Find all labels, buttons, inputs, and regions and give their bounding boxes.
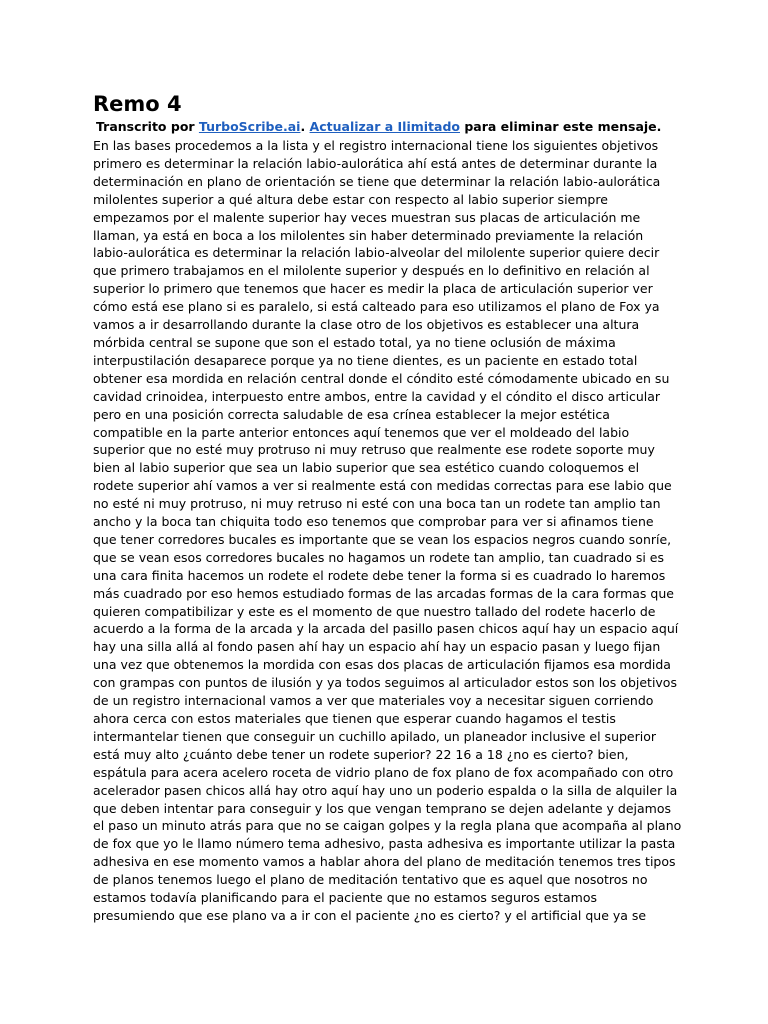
- notice-suffix: para eliminar este mensaje.: [460, 119, 662, 134]
- body-line: mórbida central se supone que son el estado total, ya no tiene oclusión de máxima: [93, 334, 616, 350]
- body-line: no esté ni muy protruso, ni muy retruso ni esté con una boca tan un rodete tan amplio tan: [93, 496, 661, 512]
- body-line: estamos todavía planificando para el paciente que no estamos seguros estamos: [93, 890, 597, 906]
- body-line: que primero trabajamos en el milolente superior y después en lo definitivo en relación al: [93, 263, 650, 279]
- body-line: con grampas con puntos de ilusión y ya todos seguimos al articulador estos son los objetivos: [93, 675, 677, 691]
- document-title: Remo 4: [93, 92, 182, 116]
- body-line: bien al labio superior que sea un labio superior que sea estético cuando coloquemos el: [93, 460, 640, 476]
- body-line: presumiendo que ese plano va a ir con el paciente ¿no es cierto? y el artificial que ya se: [93, 907, 647, 923]
- body-line: empezamos por el malente superior hay veces muestran sus placas de articulación me: [93, 209, 641, 225]
- body-line: compatible en la parte anterior entonces aquí tenemos que ver el moldeado del labio: [93, 424, 630, 440]
- body-line: primero es determinar la relación labio-aulorática ahí está antes de determinar durante la: [93, 155, 658, 171]
- notice-prefix: Transcrito por: [96, 119, 199, 134]
- body-line: hay una silla allá al fondo pasen ahí hay un espacio ahí hay un espacio pasan y luego fijan: [93, 639, 661, 655]
- body-line: de planos tenemos luego el plano de meditación tentativo que es aquel que nosotros no: [93, 872, 648, 888]
- body-line: En las bases procedemos a la lista y el registro internacional tiene los siguientes objetivos: [93, 138, 659, 153]
- body-line: espátula para acera acelero roceta de vidrio plano de fox plano de fox acompañado con otro: [93, 764, 674, 780]
- body-line: que deben intentar para conseguir y los que vengan temprano se dejen adelante y dejamos: [93, 800, 671, 816]
- body-line: una cara finita hacemos un rodete el rodete debe tener la forma si es cuadrado lo haremos: [93, 567, 666, 583]
- body-line: milolentes superior a qué altura debe estar con respecto al labio superior siempre: [93, 191, 608, 207]
- body-line: obtener esa mordida en relación central donde el cóndito esté cómodamente ubicado en su: [93, 370, 670, 386]
- body-line: acelerador pasen chicos allá hay otro aquí hay uno un poderio espalda o la silla de alquiler la: [93, 782, 678, 798]
- body-line: más cuadrado por eso hemos estudiado formas de las arcadas formas de la cara formas que: [93, 585, 674, 601]
- upgrade-unlimited-link[interactable]: Actualizar a Ilimitado: [309, 119, 460, 134]
- body-line: una vez que obtenemos la mordida con esas dos placas de articulación fijamos esa mordida: [93, 657, 671, 673]
- turboscribe-link[interactable]: TurboScribe.ai: [198, 119, 301, 134]
- body-line: acuerdo a la forma de la arcada y la arcada del pasillo pasen chicos aquí hay un espacio aquí: [93, 621, 679, 637]
- body-line: el paso un minuto atrás para que no se caigan golpes y la regla plana que acompaña al plano: [93, 818, 682, 834]
- body-line: está muy alto ¿cuánto debe tener un rodete superior? 22 16 a 18 ¿no es cierto? bien,: [93, 746, 629, 762]
- transcription-notice: [96, 118, 661, 136]
- transcript-body: [93, 137, 683, 925]
- body-line: pero en una posición correcta saludable de esa crínea establecer la mejor estética: [93, 406, 610, 422]
- body-line: determinación en plano de orientación se tiene que determinar la relación labio-aulorática: [93, 173, 661, 189]
- body-line: interpustilación desaparece porque ya no tiene dientes, es un paciente en estado total: [93, 352, 638, 368]
- body-line: labio-aulorática es determinar la relación labio-alveolar del milolente superior quiere decir: [93, 245, 660, 261]
- body-line: ancho y la boca tan chiquita todo eso tenemos que comprobar para ver si afinamos tiene: [93, 514, 654, 530]
- body-line: de fox que yo le llamo número tema adhesivo, pasta adhesiva es importante utilizar la pasta: [93, 836, 676, 852]
- body-line: ahora cerca con estos materiales que tienen que esperar cuando hagamos el testis: [93, 711, 616, 726]
- body-line: superior que no esté muy protruso ni muy retruso que realmente ese rodete soporte muy: [93, 442, 655, 458]
- body-line: quieren compatibilizar y este es el momento de que nuestro tallado del rodete hacerlo de: [93, 603, 656, 619]
- body-line: llaman, ya está en boca a los milolentes sin haber determinado previamente la relación: [93, 227, 644, 243]
- body-line: rodete superior ahí vamos a ver si realmente está con medidas correctas para ese labio que: [93, 478, 672, 494]
- body-line: que se vean esos corredores bucales no hagamos un rodete tan amplio, tan cuadrado si es: [93, 549, 665, 565]
- notice-middle: .: [300, 119, 310, 134]
- body-line: superior lo primero que tenemos que hacer es medir la placa de articulación superior ver: [93, 281, 653, 297]
- body-line: cómo está ese plano si es paralelo, si está calteado para eso utilizamos el plano de Fox ya: [93, 299, 660, 315]
- body-line: cavidad crinoidea, interpuesto entre ambos, entre la cavidad y el cóndito el disco articular: [93, 388, 661, 404]
- body-line: que tener corredores bucales es importante que se vean los espacios negros cuando sonríe,: [93, 531, 672, 547]
- body-line: intermantelar tienen que conseguir un cuchillo apilado, un planeador inclusive el superior: [93, 728, 657, 744]
- body-line: adhesiva en ese momento vamos a hablar ahora del plano de meditación tenemos tres tipos: [93, 854, 676, 870]
- body-line: vamos a ir desarrollando durante la clase otro de los objetivos es establecer una altura: [93, 317, 640, 333]
- body-line: de un registro internacional vamos a ver que materiales voy a necesitar siguen corriendo: [93, 693, 654, 709]
